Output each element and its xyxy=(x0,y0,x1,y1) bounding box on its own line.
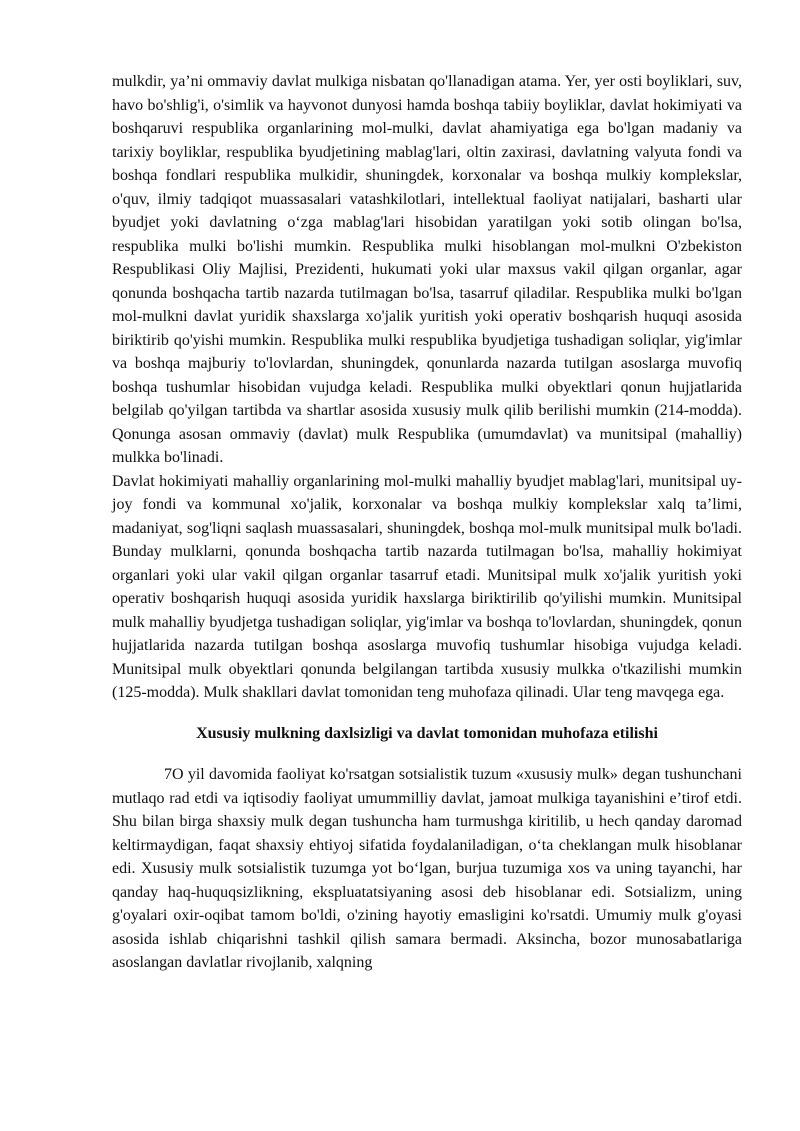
body-paragraph-1: mulkdir, ya’ni ommaviy davlat mulkiga nisbatan qo'llanadigan atama. Yer, yer osti boyliklari, suv, havo bo'shlig'i, o'simlik va hayvonot dunyosi hamda boshqa tabiiy boyliklar, davlat hokimiyati va boshqaruvi respublika organlarining mol-mulki, davlat ahamiyatiga ega bo'lgan madaniy va tarixiy boyliklar, respublika byudjetining mablag'lari, oltin zaxirasi, davlatning valyuta fondi va boshqa fondlari respublika mulkidir, shuningdek, korxonalar va boshqa mulkiy komplekslar, o'quv, ilmiy tadqiqot muassasalari vatashkilotlari, intellektual faoliyat natijalari, basharti ular byudjet yoki davlatning o‘zga mablag'lari hisobidan yaratilgan yoki sotib olingan bo'lsa, respublika mulki bo'lishi mumkin. Respublika mulki hisoblangan mol-mulkni O'zbekiston Respublikasi Oliy Majlisi, Prezidenti, hukumati yoki ular maxsus vakil qilgan organlar, agar qonunda boshqacha tartib nazarda tutilmagan bo'lsa, tasarruf qiladilar. Respublika mulki bo'lgan mol-mulkni davlat yuridik shaxslarga xo'jalik yuritish yoki operativ boshqarish huquqi asosida biriktirib qo'yishi mumkin. Respublika mulki respublika byudjetiga tushadigan soliqlar, yig'imlar va boshqa majburiy to'lovlardan, shuningdek, qonunlarda nazarda tutilgan asoslarga muvofiq boshqa tushumlar hisobidan vujudga keladi. Respublika mulki obyektlari qonun hujjatlarida belgilab qo'yilgan tartibda va shartlar asosida xususiy mulk qilib berilishi mumkin (214-modda). Qonunga asosan ommaviy (davlat) mulk Respublika (umumdavlat) va munitsipal (mahalliy) mulkka bo'linadi. xyxy=(112,73,742,466)
document-page xyxy=(112,70,742,975)
section-heading: Xususiy mulkning daxlsizligi va davlat tomonidan muhofaza etilishi xyxy=(196,724,658,742)
body-paragraph-3: 7O yil davomida faoliyat ko'rsatgan sotsialistik tuzum «xususiy mulk» degan tushunchani mutlaqo rad etdi va iqtisodiy faoliyat umummilliy davlat, jamoat mulkiga tayanishini e’tirof etdi. Shu bilan birga shaxsiy mulk degan tushuncha ham turmushga kiritilib, u hech qanday daromad keltirmaydigan, faqat shaxsiy ehtiyoj sifatida foydalaniladigan, o‘ta cheklangan mulk hisoblanar edi. Xususiy mulk sotsialistik tuzumga yot bo‘lgan, burjua tuzumiga xos va uning tayanchi, har qanday haq-huquqsizlikning, ekspluatatsiyaning asosi deb hisoblanar edi. Sotsializm, uning g'oyalari oxir-oqibat tamom bo'ldi, o'zining hayotiy emasligini ko'rsatdi. Umumiy mulk g'oyasi asosida ishlab chiqarishni tashkil qilish samara bermadi. Aksincha, bozor munosabatlariga asoslangan davlatlar rivojlanib, xalqning xyxy=(112,766,742,971)
body-paragraph-2: Davlat hokimiyati mahalliy organlarining mol-mulki mahalliy byudjet mablag'lari, munitsipal uy-joy fondi va kommunal xo'jalik, korxonalar va boshqa mulkiy komplekslar xalq ta’limi, madaniyat, sog'liqni saqlash muassasalari, shuningdek, boshqa mol-mulk munitsipal mulk bo'ladi. Bunday mulklarni, qonunda boshqacha tartib nazarda tutilmagan bo'lsa, mahalliy hokimiyat organlari yoki ular vakil qilgan organlar tasarruf etadi. Munitsipal mulk xo'jalik yuritish yoki operativ boshqarish huquqi asosida yuridik haxslarga biriktirilib qo'yilishi mumkin. Munitsipal mulk mahalliy byudjetga tushadigan soliqlar, yig'imlar va boshqa to'lovlardan, shuningdek, qonun hujjatlarida nazarda tutilgan boshqa asoslarga muvofiq tushumlar hisobiga vujudga keladi. Munitsipal mulk obyektlari qonunda belgilangan tartibda xususiy mulkka o'tkazilishi mumkin (125-modda). Mulk shakllari davlat tomonidan teng muhofaza qilinadi. Ular teng mavqega ega. xyxy=(112,472,742,701)
